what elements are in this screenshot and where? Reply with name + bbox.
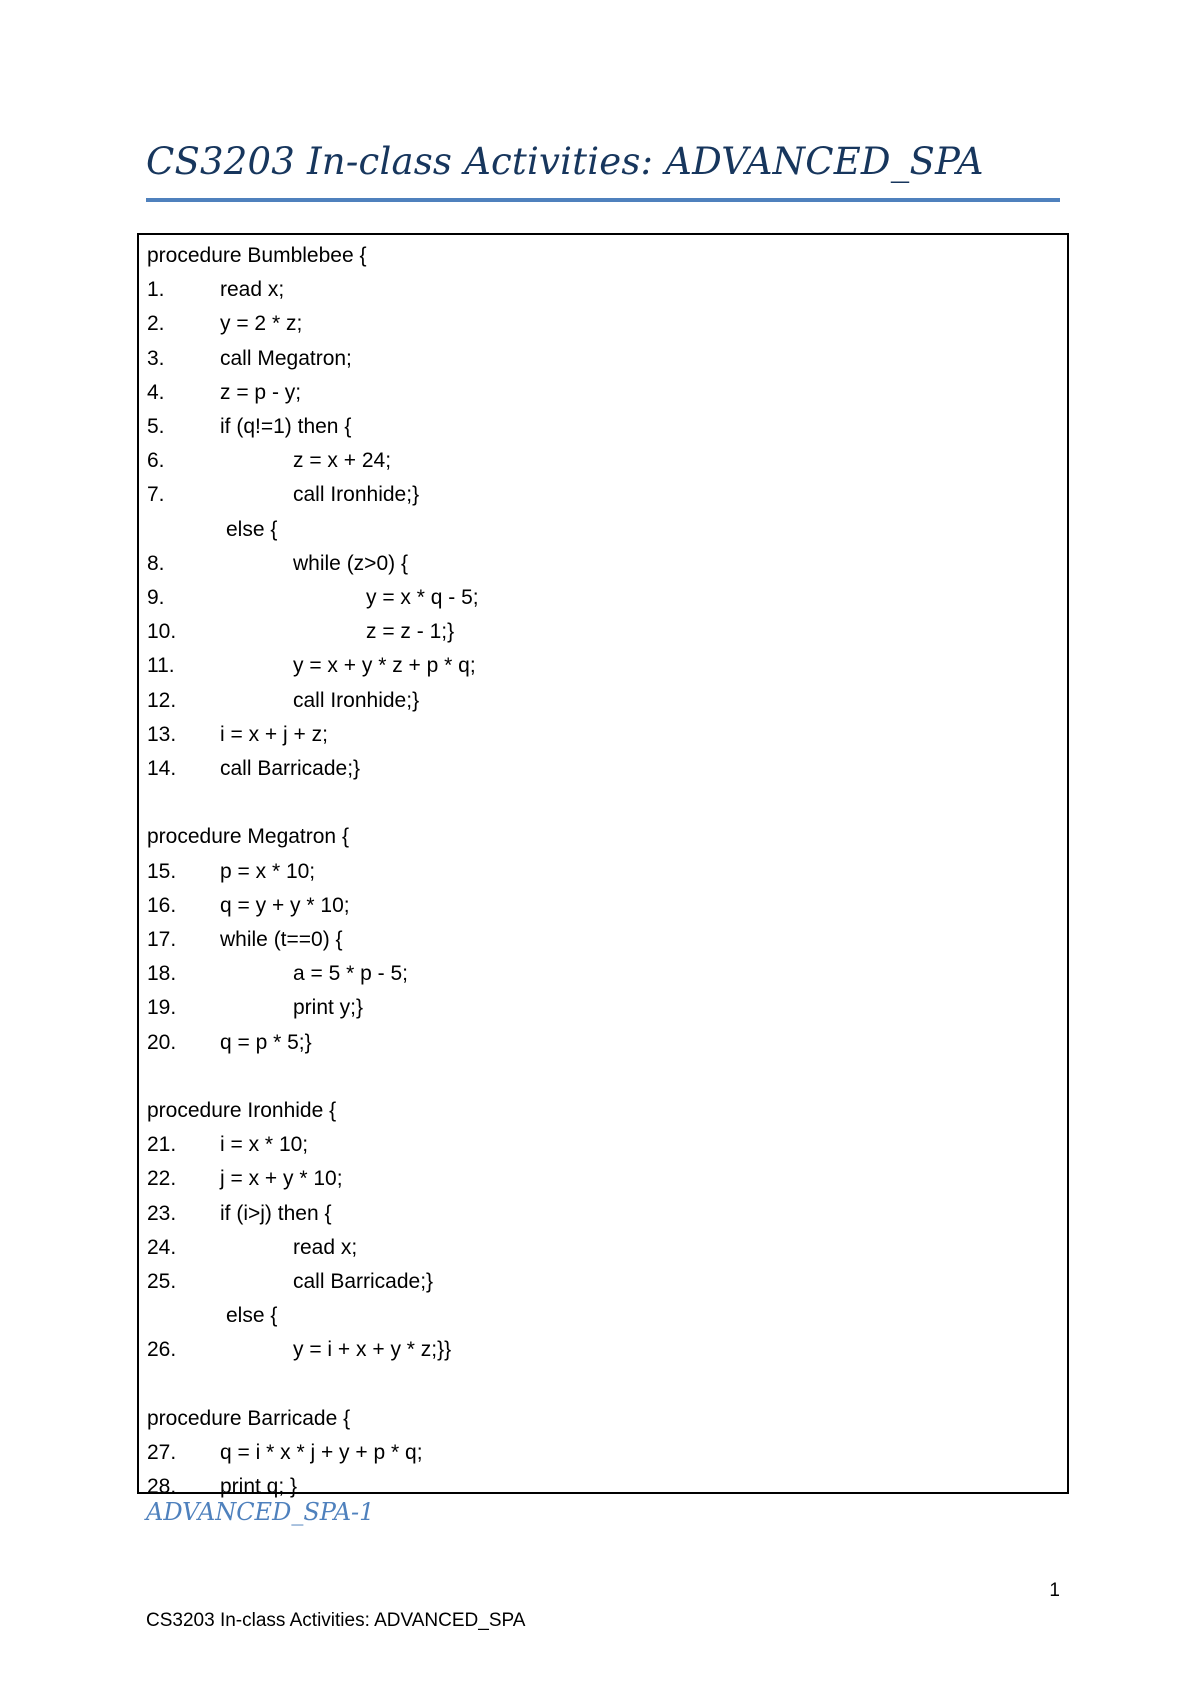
line-number: 15.	[147, 859, 177, 883]
code-line	[147, 444, 1057, 478]
line-number: 27.	[147, 1441, 177, 1464]
code-text: z = p - y;	[220, 380, 302, 404]
line-number: 22.	[147, 1167, 177, 1191]
code-listing	[137, 233, 1069, 1499]
code-text: z = z - 1;}	[366, 620, 455, 644]
page-title: CS3203 In-class Activities: ADVANCED_SPA	[146, 140, 984, 183]
code-line	[147, 957, 1057, 991]
code-text: q = i * x * j + y + p * q;	[220, 1441, 423, 1464]
code-line	[147, 889, 1057, 923]
line-number: 11.	[147, 654, 175, 678]
line-number: 24.	[147, 1235, 177, 1259]
line-number: 20.	[147, 1030, 177, 1054]
code-text: call Megatron;	[220, 346, 352, 370]
code-line	[147, 513, 1057, 547]
page-number: 1	[1049, 1580, 1060, 1601]
code-line	[147, 1128, 1057, 1162]
code-text: read x;	[293, 1235, 358, 1259]
code-text: i = x + j + z;	[220, 722, 328, 746]
code-text: else {	[226, 517, 278, 541]
code-text: else {	[226, 1304, 278, 1328]
line-number: 21.	[147, 1133, 177, 1157]
code-text: while (t==0) {	[220, 928, 343, 951]
code-line	[147, 1231, 1057, 1265]
code-text: call Ironhide;}	[293, 688, 420, 712]
line-number: 28.	[147, 1475, 177, 1499]
line-number: 18.	[147, 962, 177, 986]
line-number: 5.	[147, 415, 165, 438]
code-line	[147, 923, 1057, 957]
code-line	[147, 1436, 1057, 1470]
code-text: procedure Bumblebee {	[147, 244, 367, 267]
code-text: call Barricade;}	[293, 1270, 434, 1293]
code-line	[147, 273, 1057, 307]
line-number: 16.	[147, 893, 177, 917]
code-text: q = y + y * 10;	[220, 893, 350, 917]
code-text: print y;}	[293, 996, 364, 1020]
code-line	[147, 855, 1057, 889]
code-line	[147, 1162, 1057, 1196]
page-footer: CS3203 In-class Activities: ADVANCED_SPA	[146, 1610, 526, 1631]
line-number: 2.	[147, 312, 165, 336]
code-text: print q; }	[220, 1475, 298, 1499]
code-text: call Barricade;}	[220, 757, 361, 780]
code-text: while (z>0) {	[293, 551, 408, 575]
code-line	[147, 1060, 1057, 1094]
line-number: 8.	[147, 551, 165, 575]
line-number: 3.	[147, 346, 165, 370]
code-line	[147, 239, 1057, 273]
code-text: if (i>j) then {	[220, 1201, 332, 1225]
code-line	[147, 991, 1057, 1025]
code-text: if (q!=1) then {	[220, 415, 352, 438]
code-text: y = i + x + y * z;}}	[293, 1338, 452, 1362]
line-number: 7.	[147, 483, 165, 507]
code-line	[147, 1026, 1057, 1060]
code-line	[147, 376, 1057, 410]
code-line	[147, 718, 1057, 752]
code-text: i = x * 10;	[220, 1133, 309, 1157]
title-underline	[146, 198, 1060, 202]
line-number: 13.	[147, 722, 177, 746]
code-line	[147, 786, 1057, 820]
code-line	[147, 307, 1057, 341]
code-line	[147, 1299, 1057, 1333]
code-line	[147, 1265, 1057, 1299]
code-line	[147, 684, 1057, 718]
code-line	[147, 478, 1057, 512]
line-number: 17.	[147, 928, 177, 951]
line-number: 12.	[147, 688, 177, 712]
code-line	[147, 615, 1057, 649]
code-line	[147, 1402, 1057, 1436]
code-text: call Ironhide;}	[293, 483, 420, 507]
line-number: 14.	[147, 757, 177, 780]
line-number: 4.	[147, 380, 165, 404]
line-number: 10.	[147, 620, 177, 644]
figure-caption: ADVANCED_SPA-1	[146, 1498, 375, 1526]
code-line	[147, 581, 1057, 615]
code-text: read x;	[220, 278, 285, 302]
code-line	[147, 1333, 1057, 1367]
code-text: y = x + y * z + p * q;	[293, 654, 476, 678]
code-text: y = 2 * z;	[220, 312, 303, 336]
code-line	[147, 547, 1057, 581]
line-number: 1.	[147, 278, 165, 302]
code-line	[147, 1368, 1057, 1402]
line-number: 6.	[147, 449, 165, 473]
code-line	[147, 1197, 1057, 1231]
line-number: 26.	[147, 1338, 177, 1362]
code-line	[147, 1094, 1057, 1128]
code-text: procedure Ironhide {	[147, 1099, 337, 1122]
line-number: 23.	[147, 1201, 177, 1225]
code-text: a = 5 * p - 5;	[293, 962, 408, 986]
code-text: p = x * 10;	[220, 859, 316, 883]
code-text: z = x + 24;	[293, 449, 392, 473]
code-line	[147, 820, 1057, 854]
code-text: j = x + y * 10;	[220, 1167, 343, 1191]
line-number: 25.	[147, 1270, 177, 1293]
code-line	[147, 752, 1057, 786]
code-line	[147, 649, 1057, 683]
line-number: 9.	[147, 586, 165, 609]
code-text: y = x * q - 5;	[366, 586, 479, 609]
code-text: procedure Megatron {	[147, 825, 349, 849]
code-line	[147, 342, 1057, 376]
code-text: procedure Barricade {	[147, 1406, 351, 1430]
code-text: q = p * 5;}	[220, 1030, 312, 1054]
line-number: 19.	[147, 996, 177, 1020]
code-line	[147, 410, 1057, 444]
